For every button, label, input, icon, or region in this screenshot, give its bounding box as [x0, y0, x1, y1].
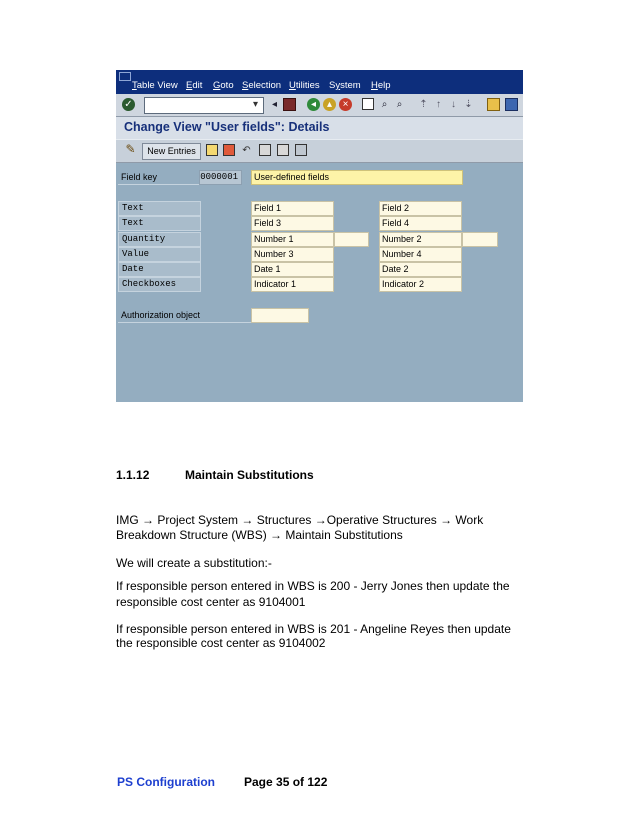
- section-number: 1.1.12: [116, 468, 150, 482]
- menu-goto[interactable]: Goto: [213, 80, 234, 91]
- menu-help[interactable]: Help: [371, 80, 391, 91]
- sap-menu-bar: [116, 70, 523, 94]
- enter-check-icon[interactable]: ✓: [122, 98, 135, 111]
- command-field[interactable]: [144, 97, 264, 114]
- system-menu-icon[interactable]: [119, 72, 131, 81]
- delete-icon[interactable]: [223, 144, 235, 156]
- number-1-unit-input[interactable]: [334, 232, 369, 247]
- row-label-checkboxes: Checkboxes: [118, 277, 201, 292]
- rule-1-line-2: responsible cost center as 9104001: [116, 595, 306, 609]
- application-toolbar: [116, 139, 523, 163]
- screen-title: Change View "User fields": Details: [124, 120, 330, 134]
- title-bar: [116, 117, 523, 139]
- standard-toolbar: [116, 94, 523, 117]
- indicator-1-input[interactable]: Indicator 1: [251, 277, 334, 292]
- menu-utilities[interactable]: Utilities: [289, 80, 320, 91]
- menu-edit[interactable]: Edit: [186, 80, 203, 91]
- rule-2-line-1: If responsible person entered in WBS is 201 - Angeline Reyes then update: [116, 622, 511, 636]
- row-label-date: Date: [118, 262, 201, 277]
- menu-selection[interactable]: Selection: [242, 80, 282, 91]
- number-1-input[interactable]: Number 1: [251, 232, 334, 247]
- page-footer: [117, 775, 328, 789]
- field-2-input[interactable]: Field 2: [379, 201, 462, 216]
- number-3-input[interactable]: Number 3: [251, 247, 334, 262]
- exit-icon[interactable]: ▴: [323, 98, 336, 111]
- footer-doc-title: PS Configuration: [117, 775, 215, 789]
- new-entries-button[interactable]: New Entries: [142, 143, 201, 160]
- row-label-text-2: Text: [118, 216, 201, 231]
- previous-entry-icon[interactable]: [259, 144, 271, 156]
- rule-1-line-1: If responsible person entered in WBS is 200 - Jerry Jones then update the: [116, 579, 510, 593]
- print-icon[interactable]: [362, 98, 374, 110]
- menu-system[interactable]: System: [329, 80, 361, 91]
- field-key-description-input[interactable]: User-defined fields: [251, 170, 463, 185]
- field-4-input[interactable]: Field 4: [379, 216, 462, 231]
- next-page-icon[interactable]: ↓: [451, 99, 456, 110]
- back-icon[interactable]: ◂: [307, 98, 320, 111]
- date-1-input[interactable]: Date 1: [251, 262, 334, 277]
- img-path-line-1: IMG → Project System → Structures →Operative Structures → Work: [116, 513, 484, 527]
- row-label-value: Value: [118, 247, 201, 262]
- display-change-icon[interactable]: ✎: [125, 142, 136, 156]
- find-next-icon[interactable]: ⌕: [396, 99, 403, 110]
- authorization-object-input[interactable]: [251, 308, 309, 323]
- select-all-icon[interactable]: [295, 144, 307, 156]
- row-label-text-1: Text: [118, 201, 201, 216]
- date-2-input[interactable]: Date 2: [379, 262, 462, 277]
- save-icon[interactable]: [283, 98, 296, 111]
- img-path-line-2: Breakdown Structure (WBS) → Maintain Substitutions: [116, 528, 403, 542]
- row-label-quantity: Quantity: [118, 232, 201, 247]
- create-session-icon[interactable]: [487, 98, 500, 111]
- back-arrow-icon[interactable]: ◂: [271, 99, 278, 110]
- menu-table-view[interactable]: Table View: [132, 80, 178, 91]
- undo-change-icon[interactable]: ↶: [242, 145, 251, 156]
- cancel-icon[interactable]: ×: [339, 98, 352, 111]
- intro-text: We will create a substitution:-: [116, 556, 272, 570]
- section-title: Maintain Substitutions: [185, 468, 314, 482]
- section-heading: [116, 467, 314, 483]
- indicator-2-input[interactable]: Indicator 2: [379, 277, 462, 292]
- footer-page-number: Page 35 of 122: [244, 775, 328, 789]
- find-icon[interactable]: ⌕: [381, 99, 388, 110]
- authorization-object-label: Authorization object: [118, 309, 251, 323]
- sap-screenshot: [116, 70, 523, 402]
- command-history-icon[interactable]: ▾: [252, 99, 259, 110]
- copy-as-icon[interactable]: [206, 144, 218, 156]
- first-page-icon[interactable]: ⇡: [419, 99, 428, 110]
- number-4-input[interactable]: Number 4: [379, 247, 462, 262]
- last-page-icon[interactable]: ⇣: [464, 99, 473, 110]
- field-key-label: Field key: [118, 171, 242, 185]
- shortcut-icon[interactable]: [505, 98, 518, 111]
- number-2-unit-input[interactable]: [462, 232, 498, 247]
- field-key-value: 0000001: [199, 170, 242, 185]
- previous-page-icon[interactable]: ↑: [436, 99, 441, 110]
- rule-2-line-2: the responsible cost center as 9104002: [116, 636, 326, 650]
- next-entry-icon[interactable]: [277, 144, 289, 156]
- field-3-input[interactable]: Field 3: [251, 216, 334, 231]
- field-1-input[interactable]: Field 1: [251, 201, 334, 216]
- number-2-input[interactable]: Number 2: [379, 232, 462, 247]
